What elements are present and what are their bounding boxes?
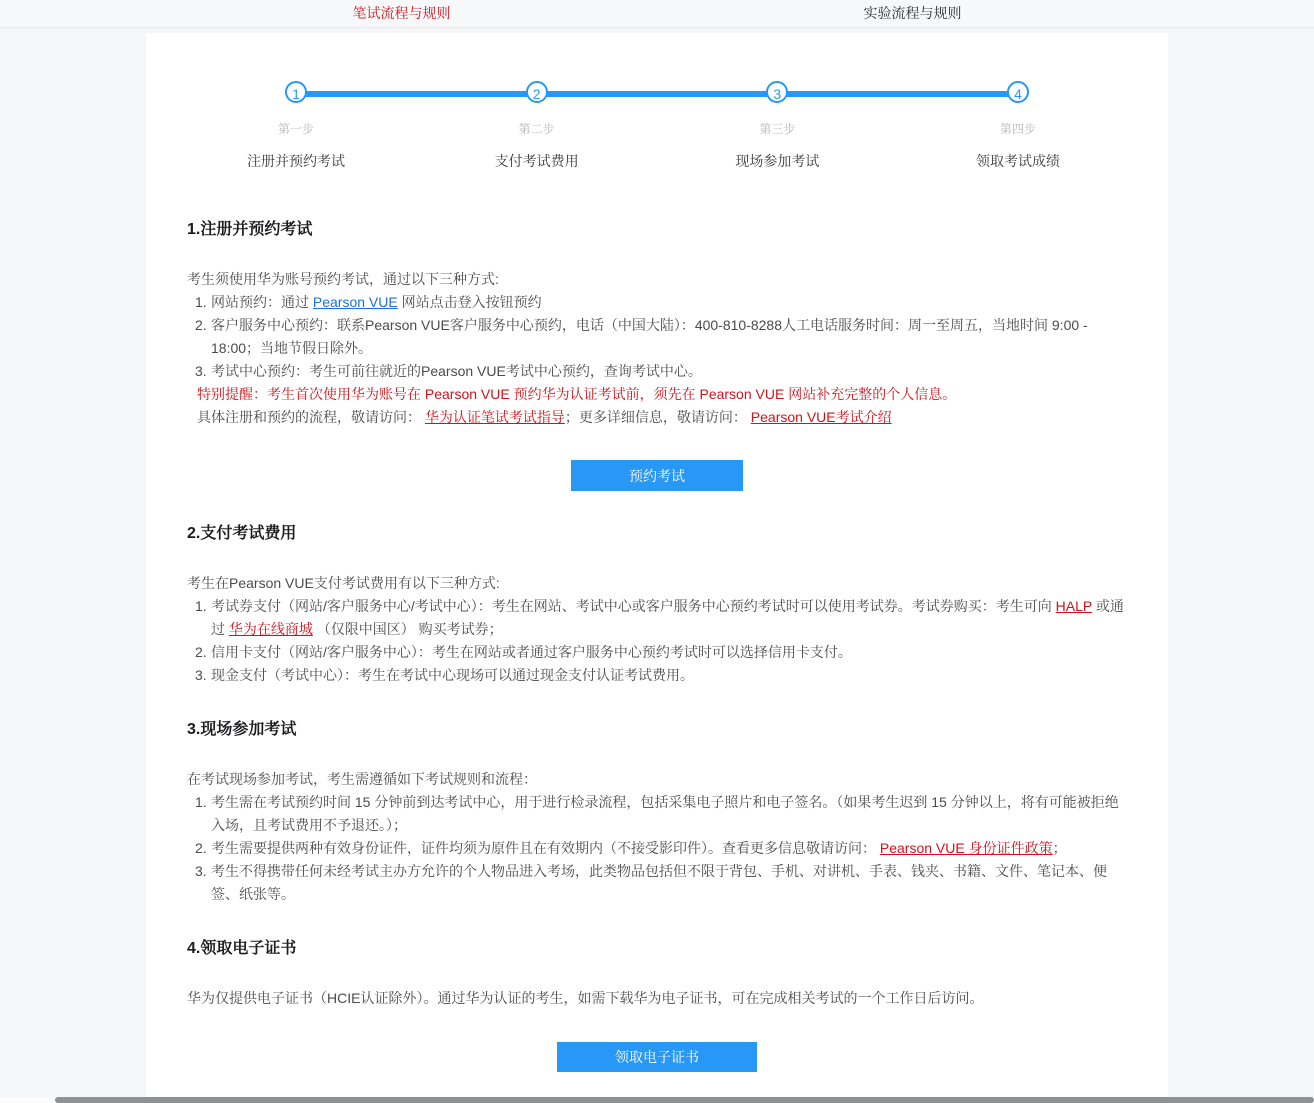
id-policy-link[interactable]: Pearson VUE 身份证件政策 <box>879 840 1053 856</box>
list-item <box>187 641 1127 664</box>
list-item-text: 考生需在考试预约时间 15 分钟前到达考试中心，用于进行检录流程，包括采集电子照片和电子签名。（如果考生迟到 15 分钟以上，将有可能被拒绝入场，且考试费用不予退还。）； <box>211 794 1119 833</box>
special-reminder-text: 特别提醒：考生首次使用华为账号在 Pearson VUE 预约华为认证考试前，须先在 Pearson VUE 网站补充完整的个人信息。 <box>197 386 957 402</box>
list-item-text: （仅限中国区） 购买考试券； <box>312 621 503 637</box>
stepper-step-3 <box>687 81 867 171</box>
step-3-label: 第三步 <box>759 122 796 136</box>
written-exam-guide-link[interactable]: 华为认证笔试考试指导 <box>424 409 565 425</box>
content-card <box>146 33 1168 1097</box>
section-4-heading: 4.领取电子证书 <box>187 940 297 957</box>
horizontal-scrollbar-thumb[interactable] <box>55 1097 1314 1103</box>
section-2-intro: 考生在Pearson VUE支付考试费用有以下三种方式: <box>187 575 500 591</box>
step-3-number-badge: 3 <box>766 81 788 103</box>
step-1-number-badge: 1 <box>285 81 307 103</box>
tab-bar-inner <box>146 0 1168 27</box>
list-marker: 1. <box>195 598 207 614</box>
step-2-name: 支付考试费用 <box>494 153 579 169</box>
list-marker: 3. <box>195 667 207 683</box>
list-item-text: 客户服务中心预约：联系Pearson VUE客户服务中心预约，电话（中国大陆）：400-810-8288人工电话服务时间：周一至周五，当地时间 9:00 - 18:00；当地节假日除外。 <box>211 317 1088 356</box>
section-get-certificate <box>187 939 1127 1072</box>
list-item-text: 考生不得携带任何未经考试主办方允许的个人物品进入考场，此类物品包括但不限于背包、手机、对讲机、手表、钱夹、书籍、文件、笔记本、便签、纸张等。 <box>211 863 1107 902</box>
list-item-text: 考生需要提供两种有效身份证件，证件均须为原件且在有效期内（不接受影印件）。查看更多信息敬请访问： <box>211 840 880 856</box>
list-marker: 1. <box>195 794 207 810</box>
list-item-text: 信用卡支付（网站/客户服务中心）：考生在网站或者通过客户服务中心预约考试时可以选择信用卡支付。 <box>211 644 852 660</box>
section-1-heading: 1.注册并预约考试 <box>187 221 313 238</box>
huawei-online-store-link[interactable]: 华为在线商城 <box>228 621 313 637</box>
stepper-step-2 <box>447 81 627 171</box>
guide-links-line <box>197 406 1127 429</box>
stepper-connector-line <box>302 91 1012 97</box>
stepper-step-1 <box>206 81 386 171</box>
step-4-number-badge: 4 <box>1007 81 1029 103</box>
guide-text: 具体注册和预约的流程，敬请访问： <box>197 409 425 425</box>
step-2-number-badge: 2 <box>526 81 548 103</box>
list-item <box>187 360 1127 383</box>
list-item <box>187 314 1127 360</box>
list-marker: 1. <box>195 294 207 310</box>
horizontal-scrollbar[interactable] <box>0 1097 1314 1103</box>
book-exam-button[interactable]: 预约考试 <box>571 460 743 491</box>
tab-written-exam-rules[interactable]: 笔试流程与规则 <box>352 5 451 21</box>
section-attend-exam <box>187 720 1127 906</box>
pearson-vue-link[interactable]: Pearson VUE <box>312 294 398 310</box>
list-marker: 2. <box>195 317 207 333</box>
list-item <box>187 664 1127 687</box>
step-1-name: 注册并预约考试 <box>247 153 345 169</box>
step-2-label: 第二步 <box>518 122 555 136</box>
pearson-vue-exam-intro-link[interactable]: Pearson VUE考试介绍 <box>750 409 892 425</box>
exam-process-stepper <box>247 81 1060 203</box>
list-item <box>187 595 1127 641</box>
section-3-list <box>187 791 1127 906</box>
list-item <box>187 837 1127 860</box>
list-item-text: 或通过 <box>211 598 1124 637</box>
list-item-text: 考试中心预约：考生可前往就近的Pearson VUE考试中心预约，查询考试中心。 <box>211 363 702 379</box>
section-register-and-book <box>187 220 1127 491</box>
section-pay-exam-fee <box>187 524 1127 687</box>
get-certificate-button[interactable]: 领取电子证书 <box>557 1042 757 1072</box>
step-1-label: 第一步 <box>277 122 314 136</box>
section-2-list <box>187 595 1127 687</box>
step-3-name: 现场参加考试 <box>735 153 820 169</box>
section-4-intro: 华为仅提供电子证书（HCIE认证除外）。通过华为认证的考生，如需下载华为电子证书，可在完成相关考试的一个工作日后访问。 <box>187 990 984 1006</box>
step-4-name: 领取考试成绩 <box>976 153 1060 169</box>
list-item <box>187 291 1127 314</box>
tab-lab-exam-rules[interactable]: 实验流程与规则 <box>863 5 962 21</box>
section-2-heading: 2.支付考试费用 <box>187 525 297 542</box>
list-marker: 3. <box>195 363 207 379</box>
guide-text: ；更多详细信息，敬请访问： <box>564 409 751 425</box>
section-1-list <box>187 291 1127 383</box>
step-4-label: 第四步 <box>999 122 1036 136</box>
list-item <box>187 860 1127 906</box>
top-tab-bar <box>0 0 1314 28</box>
section-1-intro: 考生须使用华为账号预约考试，通过以下三种方式: <box>187 271 499 287</box>
list-item-text: 考试券支付（网站/客户服务中心/考试中心）：考生在网站、考试中心或客户服务中心预约考试时可以使用考试券。考试券购买：考生可向 <box>211 598 1056 614</box>
section-3-heading: 3.现场参加考试 <box>187 721 297 738</box>
list-item-text: 现金支付（考试中心）：考生在考试中心现场可以通过现金支付认证考试费用。 <box>211 667 694 683</box>
list-marker: 2. <box>195 840 207 856</box>
halp-link[interactable]: HALP <box>1055 598 1092 614</box>
list-marker: 2. <box>195 644 207 660</box>
list-item <box>187 791 1127 837</box>
list-item-text: ； <box>1052 840 1067 856</box>
list-marker: 3. <box>195 863 207 879</box>
list-item-text: 网站点击登入按钮预约 <box>397 294 542 310</box>
section-3-intro: 在考试现场参加考试，考生需遵循如下考试规则和流程： <box>187 771 537 787</box>
list-item-text: 网站预约：通过 <box>211 294 313 310</box>
stepper-step-4 <box>928 81 1108 171</box>
